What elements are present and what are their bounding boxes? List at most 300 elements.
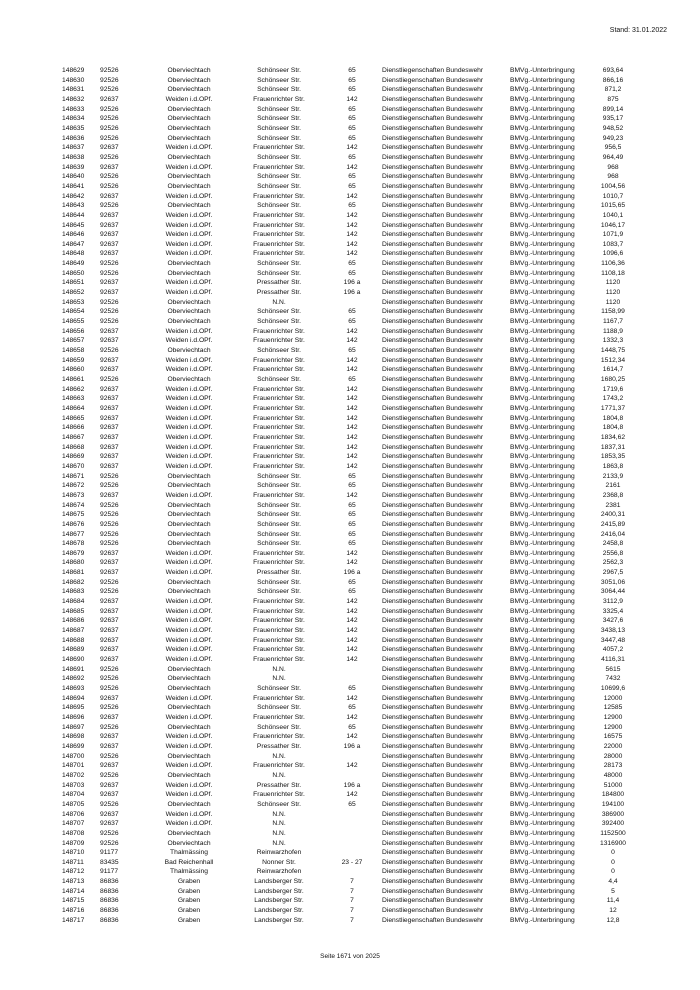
postal-code-cell: 92637 [100,279,119,287]
street-cell: Frauenrichter Str. [253,424,305,432]
property-id-cell: 148705 [62,800,85,808]
property-id-cell: 148686 [62,617,85,625]
property-type-cell: Dienstliegenschaften Bundeswehr [382,95,484,103]
house-number-cell: 65 [348,173,356,181]
value-cell: 22000 [603,742,623,750]
value-cell: 1106,36 [601,260,625,268]
postal-code-cell: 92526 [100,308,119,316]
property-type-cell: Dienstliegenschaften Bundeswehr [382,858,484,866]
street-cell: Schönseer Str. [257,588,301,596]
property-id-cell: 148635 [62,124,85,132]
city-cell: Weiden i.d.OPf. [165,762,213,770]
value-cell: 1158,99 [601,308,625,316]
postal-code-cell: 92526 [100,105,119,113]
usage-cell: BMVg.-Unterbringung [510,771,575,779]
property-id-cell: 148642 [62,192,85,200]
postal-code-cell: 92637 [100,617,119,625]
value-cell: 3427,6 [602,617,624,625]
property-type-cell: Dienstliegenschaften Bundeswehr [382,540,484,548]
house-number-cell: 142 [346,694,358,702]
usage-cell: BMVg.-Unterbringung [510,752,575,760]
usage-cell: BMVg.-Unterbringung [510,250,575,258]
usage-cell: BMVg.-Unterbringung [510,144,575,152]
property-id-cell: 148658 [62,347,85,355]
value-cell: 16575 [603,733,623,741]
value-cell: 2381 [605,501,621,509]
house-number-cell: 65 [348,578,356,586]
postal-code-cell: 92637 [100,250,119,258]
table-row [62,684,640,694]
property-id-cell: 148633 [62,105,85,113]
property-type-cell: Dienstliegenschaften Bundeswehr [382,617,484,625]
value-cell: 28173 [603,762,623,770]
value-cell: 3447,48 [600,636,626,644]
property-id-cell: 148660 [62,366,85,374]
property-type-cell: Dienstliegenschaften Bundeswehr [382,491,484,499]
table-row [62,810,640,820]
city-cell: Weiden i.d.OPf. [165,356,213,364]
table-row [62,433,640,443]
table-row [62,829,640,839]
property-type-cell: Dienstliegenschaften Bundeswehr [382,559,484,567]
property-type-cell: Dienstliegenschaften Bundeswehr [382,694,484,702]
property-type-cell: Dienstliegenschaften Bundeswehr [382,385,484,393]
postal-code-cell: 92526 [100,182,119,190]
city-cell: Weiden i.d.OPf. [165,221,213,229]
table-row [62,105,640,115]
postal-code-cell: 92637 [100,414,119,422]
house-number-cell: 65 [348,318,356,326]
city-cell: Thalmässing [170,868,208,876]
value-cell: 1837,31 [600,443,626,451]
postal-code-cell: 92526 [100,134,119,142]
house-number-cell: 142 [346,144,358,152]
usage-cell: BMVg.-Unterbringung [510,829,575,837]
street-cell: Frauenrichter Str. [253,163,305,171]
property-id-cell: 148709 [62,839,85,847]
value-cell: 392400 [601,820,625,828]
property-id-cell: 148668 [62,443,85,451]
value-cell: 1083,7 [602,240,624,248]
house-number-cell: 142 [346,607,358,615]
street-cell: Frauenrichter Str. [253,656,305,664]
property-type-cell: Dienstliegenschaften Bundeswehr [382,105,484,113]
value-cell: 5615 [605,665,621,673]
table-row [62,336,640,346]
street-cell: Frauenrichter Str. [253,549,305,557]
table-row [62,182,640,192]
value-cell: 1096,6 [602,250,624,258]
city-cell: Weiden i.d.OPf. [165,366,213,374]
property-type-cell: Dienstliegenschaften Bundeswehr [382,781,484,789]
usage-cell: BMVg.-Unterbringung [510,607,575,615]
usage-cell: BMVg.-Unterbringung [510,105,575,113]
usage-cell: BMVg.-Unterbringung [510,366,575,374]
city-cell: Weiden i.d.OPf. [165,713,213,721]
postal-code-cell: 92637 [100,462,119,470]
property-type-cell: Dienstliegenschaften Bundeswehr [382,202,484,210]
value-cell: 1120 [605,298,621,306]
usage-cell: BMVg.-Unterbringung [510,124,575,132]
usage-cell: BMVg.-Unterbringung [510,163,575,171]
value-cell: 1863,8 [602,462,624,470]
property-type-cell: Dienstliegenschaften Bundeswehr [382,134,484,142]
house-number-cell: 142 [346,250,358,258]
table-row [62,95,640,105]
property-type-cell: Dienstliegenschaften Bundeswehr [382,646,484,654]
usage-cell: BMVg.-Unterbringung [510,636,575,644]
postal-code-cell: 92526 [100,540,119,548]
postal-code-cell: 92637 [100,337,119,345]
street-cell: Frauenrichter Str. [253,95,305,103]
property-id-cell: 148667 [62,433,85,441]
property-type-cell: Dienstliegenschaften Bundeswehr [382,636,484,644]
house-number-cell: 65 [348,308,356,316]
table-row [62,558,640,568]
city-cell: Oberviechtach [167,134,211,142]
value-cell: 1316900 [599,839,627,847]
property-type-cell: Dienstliegenschaften Bundeswehr [382,907,484,915]
house-number-cell: 142 [346,443,358,451]
value-cell: 0 [611,849,615,857]
city-cell: Oberviechtach [167,182,211,190]
house-number-cell: 142 [346,598,358,606]
house-number-cell: 196 a [343,569,361,577]
value-cell: 1448,75 [600,347,626,355]
table-row [62,259,640,269]
property-type-cell: Dienstliegenschaften Bundeswehr [382,588,484,596]
street-cell: Frauenrichter Str. [253,453,305,461]
property-type-cell: Dienstliegenschaften Bundeswehr [382,656,484,664]
property-type-cell: Dienstliegenschaften Bundeswehr [382,289,484,297]
house-number-cell: 65 [348,67,356,74]
street-cell: Frauenrichter Str. [253,646,305,654]
street-cell: Frauenrichter Str. [253,617,305,625]
property-id-cell: 148671 [62,472,85,480]
table-row [62,549,640,559]
postal-code-cell: 92637 [100,95,119,103]
property-id-cell: 148630 [62,76,85,84]
postal-code-cell: 92526 [100,67,119,74]
usage-cell: BMVg.-Unterbringung [510,530,575,538]
postal-code-cell: 92637 [100,356,119,364]
table-row [62,365,640,375]
street-cell: Schönseer Str. [257,202,301,210]
house-number-cell: 142 [346,433,358,441]
house-number-cell: 142 [346,491,358,499]
table-row [62,800,640,810]
city-cell: Weiden i.d.OPf. [165,656,213,664]
street-cell: Schönseer Str. [257,115,301,123]
property-type-cell: Dienstliegenschaften Bundeswehr [382,115,484,123]
street-cell: Nonner Str. [262,858,296,866]
property-type-cell: Dienstliegenschaften Bundeswehr [382,211,484,219]
house-number-cell: 142 [346,231,358,239]
usage-cell: BMVg.-Unterbringung [510,878,575,886]
value-cell: 3112,9 [603,598,623,606]
street-cell: Schönseer Str. [257,520,301,528]
property-type-cell: Dienstliegenschaften Bundeswehr [382,598,484,606]
postal-code-cell: 92526 [100,685,119,692]
usage-cell: BMVg.-Unterbringung [510,549,575,557]
property-id-cell: 148664 [62,404,85,412]
property-type-cell: Dienstliegenschaften Bundeswehr [382,163,484,171]
street-cell: N.N. [272,665,286,673]
property-id-cell: 148680 [62,559,85,567]
usage-cell: BMVg.-Unterbringung [510,781,575,789]
property-id-cell: 148670 [62,462,85,470]
postal-code-cell: 92637 [100,598,119,606]
city-cell: Oberviechtach [167,752,211,760]
property-type-cell: Dienstliegenschaften Bundeswehr [382,424,484,432]
street-cell: Schönseer Str. [257,86,301,94]
property-type-cell: Dienstliegenschaften Bundeswehr [382,549,484,557]
usage-cell: BMVg.-Unterbringung [510,318,575,326]
property-id-cell: 148708 [62,829,85,837]
street-cell: Landsberger Str. [254,907,304,915]
property-id-cell: 148638 [62,153,85,161]
street-cell: Schönseer Str. [257,105,301,113]
city-cell: Weiden i.d.OPf. [165,211,213,219]
usage-cell: BMVg.-Unterbringung [510,308,575,316]
table-row [62,385,640,395]
usage-cell: BMVg.-Unterbringung [510,839,575,847]
street-cell: Frauenrichter Str. [253,221,305,229]
table-row [62,134,640,144]
house-number-cell [328,752,376,762]
property-id-cell: 148634 [62,115,85,123]
usage-cell: BMVg.-Unterbringung [510,376,575,383]
house-number-cell: 65 [348,482,356,490]
property-type-cell: Dienstliegenschaften Bundeswehr [382,144,484,152]
usage-cell: BMVg.-Unterbringung [510,134,575,142]
house-number-cell: 142 [346,559,358,567]
house-number-cell: 65 [348,501,356,509]
street-cell: Frauenrichter Str. [253,231,305,239]
value-cell: 2967,5 [602,569,624,577]
postal-code-cell: 92637 [100,192,119,200]
postal-code-cell: 92526 [100,260,119,268]
property-id-cell: 148653 [62,298,85,306]
property-type-cell: Dienstliegenschaften Bundeswehr [382,578,484,586]
city-cell: Weiden i.d.OPf. [165,733,213,741]
street-cell: Frauenrichter Str. [253,607,305,615]
usage-cell: BMVg.-Unterbringung [510,211,575,219]
property-type-cell: Dienstliegenschaften Bundeswehr [382,829,484,837]
street-cell: Frauenrichter Str. [253,733,305,741]
usage-cell: BMVg.-Unterbringung [510,501,575,509]
street-cell: N.N. [272,829,286,837]
value-cell: 7432 [605,675,621,683]
usage-cell: BMVg.-Unterbringung [510,279,575,287]
postal-code-cell: 86836 [100,916,119,924]
city-cell: Weiden i.d.OPf. [165,443,213,451]
house-number-cell: 65 [348,76,356,84]
property-type-cell: Dienstliegenschaften Bundeswehr [382,298,484,306]
city-cell: Oberviechtach [167,675,211,683]
postal-code-cell: 92637 [100,810,119,818]
usage-cell: BMVg.-Unterbringung [510,665,575,673]
property-type-cell: Dienstliegenschaften Bundeswehr [382,240,484,248]
property-id-cell: 148643 [62,202,85,210]
property-id-cell: 148695 [62,704,85,712]
house-number-cell: 7 [350,907,354,915]
postal-code-cell: 92526 [100,530,119,538]
city-cell: Weiden i.d.OPf. [165,646,213,654]
table-row [62,636,640,646]
table-row [62,752,640,762]
house-number-cell: 142 [346,163,358,171]
house-number-cell: 142 [346,713,358,721]
table-row [62,153,640,163]
street-cell: Landsberger Str. [254,887,304,895]
usage-cell: BMVg.-Unterbringung [510,617,575,625]
street-cell: Schönseer Str. [257,182,301,190]
property-type-cell: Dienstliegenschaften Bundeswehr [382,569,484,577]
property-type-cell: Dienstliegenschaften Bundeswehr [382,723,484,731]
city-cell: Oberviechtach [167,202,211,210]
house-number-cell [328,298,376,308]
city-cell: Oberviechtach [167,511,211,519]
property-type-cell: Dienstliegenschaften Bundeswehr [382,395,484,403]
postal-code-cell: 92526 [100,704,119,712]
property-type-cell: Dienstliegenschaften Bundeswehr [382,530,484,538]
value-cell: 875 [607,95,619,103]
property-id-cell: 148646 [62,231,85,239]
usage-cell: BMVg.-Unterbringung [510,298,575,306]
property-type-cell: Dienstliegenschaften Bundeswehr [382,67,484,74]
property-id-cell: 148679 [62,549,85,557]
property-type-cell: Dienstliegenschaften Bundeswehr [382,76,484,84]
house-number-cell: 142 [346,356,358,364]
property-id-cell: 148688 [62,636,85,644]
street-cell: Schönseer Str. [257,800,301,808]
house-number-cell: 142 [346,240,358,248]
property-type-cell: Dienstliegenschaften Bundeswehr [382,607,484,615]
postal-code-cell: 92526 [100,153,119,161]
value-cell: 1614,7 [602,366,624,374]
property-id-cell: 148682 [62,578,85,586]
street-cell: Schönseer Str. [257,347,301,355]
value-cell: 12900 [603,723,623,731]
usage-cell: BMVg.-Unterbringung [510,868,575,876]
usage-cell: BMVg.-Unterbringung [510,231,575,239]
property-id-cell: 148687 [62,627,85,635]
property-id-cell: 148669 [62,453,85,461]
value-cell: 968 [607,163,619,171]
house-number-cell: 65 [348,376,356,383]
value-cell: 11,4 [606,897,620,905]
postal-code-cell: 92526 [100,675,119,683]
table-row [62,510,640,520]
house-number-cell: 196 a [343,781,361,789]
property-id-cell: 148631 [62,86,85,94]
table-row [62,587,640,597]
street-cell: Frauenrichter Str. [253,791,305,799]
usage-cell: BMVg.-Unterbringung [510,482,575,490]
house-number-cell: 65 [348,800,356,808]
street-cell: Frauenrichter Str. [253,385,305,393]
property-id-cell: 148641 [62,182,85,190]
house-number-cell: 142 [346,791,358,799]
table-row [62,896,640,906]
street-cell: Schönseer Str. [257,67,301,74]
house-number-cell: 196 a [343,279,361,287]
house-number-cell: 65 [348,124,356,132]
street-cell: N.N. [272,839,286,847]
postal-code-cell: 86836 [100,897,119,905]
value-cell: 2161 [605,482,621,490]
street-cell: Schönseer Str. [257,578,301,586]
city-cell: Weiden i.d.OPf. [165,433,213,441]
table-row [62,626,640,636]
property-id-cell: 148706 [62,810,85,818]
street-cell: Frauenrichter Str. [253,636,305,644]
value-cell: 3438,13 [600,627,626,635]
usage-cell: BMVg.-Unterbringung [510,742,575,750]
property-id-cell: 148637 [62,144,85,152]
value-cell: 866,16 [602,76,624,84]
property-id-cell: 148649 [62,260,85,268]
property-table-body [62,66,640,925]
city-cell: Oberviechtach [167,530,211,538]
street-cell: Schönseer Str. [257,704,301,712]
table-row [62,781,640,791]
value-cell: 48000 [603,771,623,779]
house-number-cell: 65 [348,153,356,161]
house-number-cell [328,848,376,858]
property-id-cell: 148644 [62,211,85,219]
city-cell: Weiden i.d.OPf. [165,279,213,287]
property-type-cell: Dienstliegenschaften Bundeswehr [382,86,484,94]
usage-cell: BMVg.-Unterbringung [510,540,575,548]
table-row [62,819,640,829]
house-number-cell: 65 [348,704,356,712]
street-cell: Frauenrichter Str. [253,491,305,499]
value-cell: 1120 [605,289,621,297]
street-cell: Schönseer Str. [257,124,301,132]
postal-code-cell: 92637 [100,646,119,654]
house-number-cell: 142 [346,762,358,770]
value-cell: 5 [611,887,615,895]
house-number-cell: 23 - 27 [341,858,363,866]
property-type-cell: Dienstliegenschaften Bundeswehr [382,327,484,335]
usage-cell: BMVg.-Unterbringung [510,723,575,731]
value-cell: 1332,3 [602,337,624,345]
property-id-cell: 148710 [62,849,85,857]
property-type-cell: Dienstliegenschaften Bundeswehr [382,279,484,287]
postal-code-cell: 92637 [100,607,119,615]
house-number-cell: 142 [346,636,358,644]
usage-cell: BMVg.-Unterbringung [510,337,575,345]
postal-code-cell: 92526 [100,173,119,181]
value-cell: 3064,44 [600,588,626,596]
street-cell: Frauenrichter Str. [253,443,305,451]
value-cell: 12,8 [606,916,620,924]
property-type-cell: Dienstliegenschaften Bundeswehr [382,376,484,383]
house-number-cell: 142 [346,404,358,412]
value-cell: 2415,89 [600,520,626,528]
city-cell: Weiden i.d.OPf. [165,404,213,412]
house-number-cell: 65 [348,530,356,538]
postal-code-cell: 86836 [100,878,119,886]
house-number-cell: 142 [346,646,358,654]
street-cell: Frauenrichter Str. [253,356,305,364]
property-type-cell: Dienstliegenschaften Bundeswehr [382,250,484,258]
city-cell: Weiden i.d.OPf. [165,607,213,615]
house-number-cell: 65 [348,115,356,123]
postal-code-cell: 92637 [100,742,119,750]
